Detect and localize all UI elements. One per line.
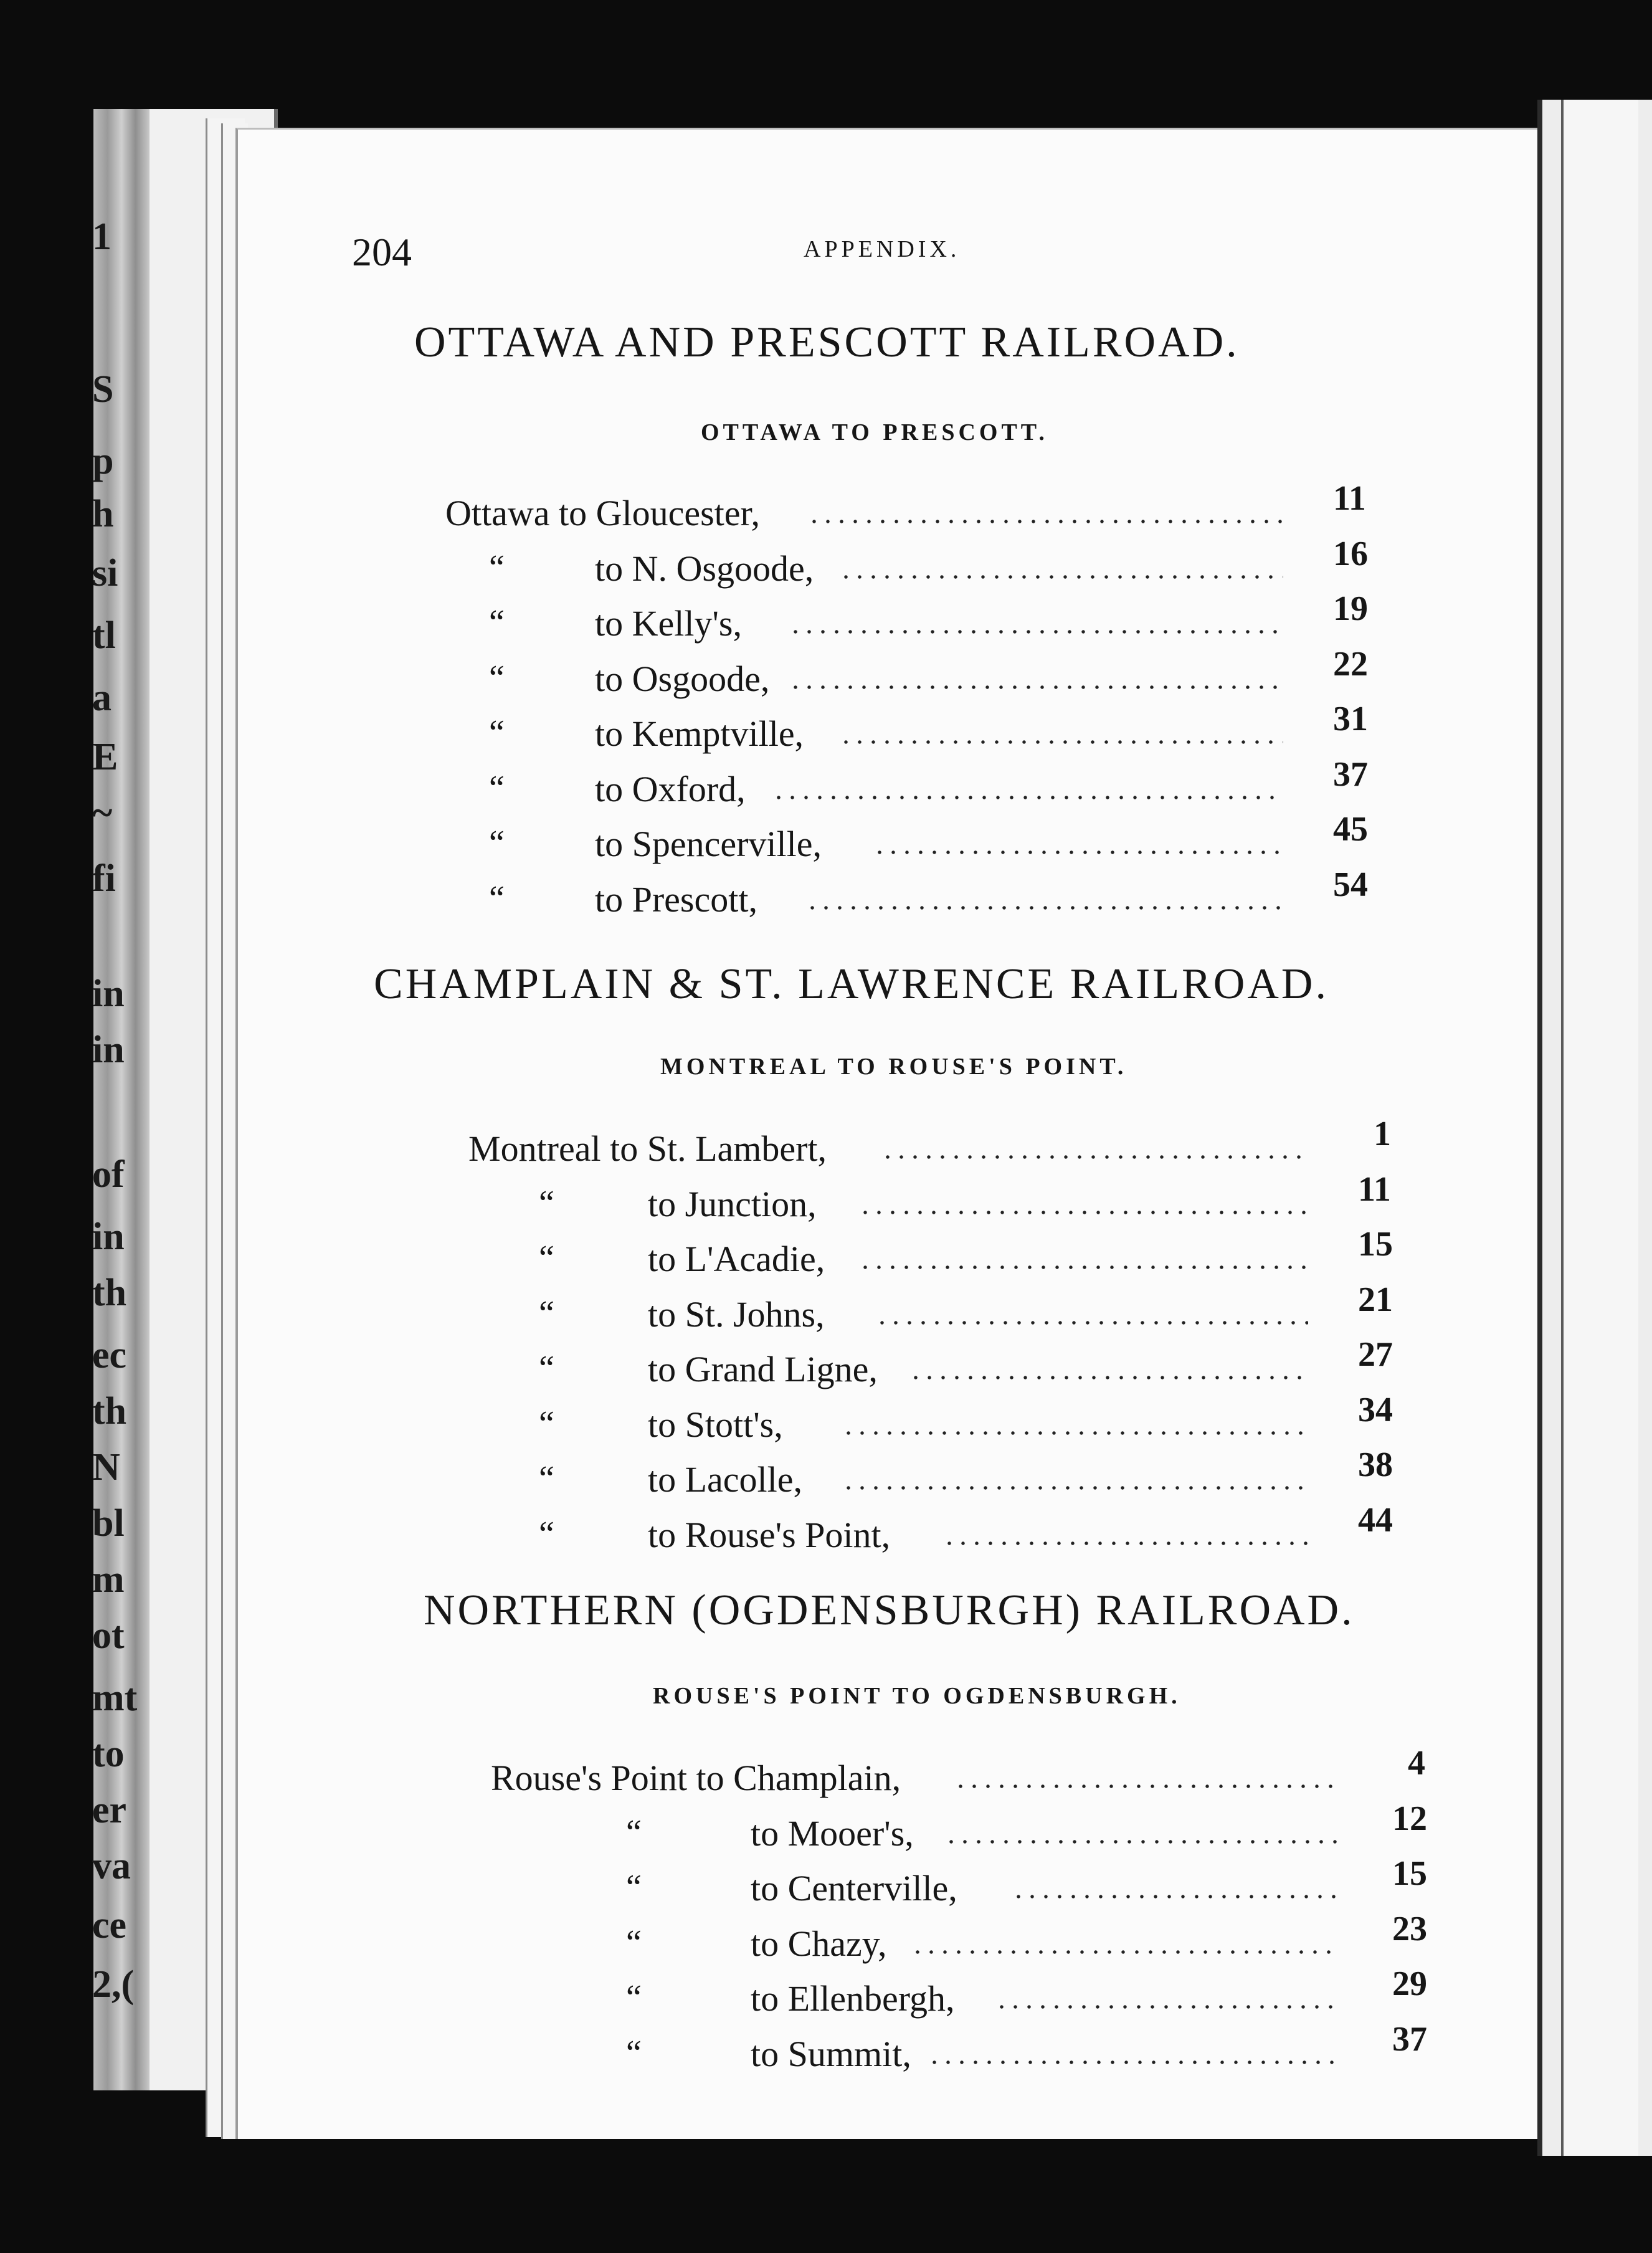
route-title: OTTAWA TO PRESCOTT. — [701, 419, 1048, 445]
station-label: to Mooer's, — [751, 1812, 914, 1854]
dot-leader — [881, 1155, 1308, 1159]
facing-page-fragment: in — [92, 973, 125, 1015]
timetable-row — [0, 700, 1652, 756]
facing-page-fragment: 1 — [92, 216, 112, 258]
station-label: to Oxford, — [595, 768, 746, 809]
facing-page-fragment: m — [92, 1558, 125, 1601]
dot-leader — [805, 906, 1283, 910]
facing-page-fragment: in — [92, 1029, 125, 1071]
dot-leader — [873, 850, 1283, 854]
railroad-title: OTTAWA AND PRESCOTT RAILROAD. — [414, 318, 1240, 366]
mileage-value: 21 — [1358, 1280, 1393, 1319]
mileage-value: 4 — [1408, 1744, 1425, 1783]
dot-leader — [954, 1784, 1339, 1788]
mileage-value: 34 — [1358, 1390, 1393, 1429]
mileage-value: 38 — [1358, 1446, 1393, 1484]
mileage-value: 16 — [1333, 534, 1368, 573]
dot-leader — [858, 1265, 1308, 1269]
timetable-row — [0, 589, 1652, 646]
mileage-value: 29 — [1392, 1965, 1427, 2003]
mileage-value: 1 — [1374, 1115, 1391, 1153]
ditto-mark: “ — [489, 658, 505, 697]
station-label: to L'Acadie, — [648, 1239, 825, 1279]
ditto-mark: “ — [539, 1459, 554, 1498]
timetable-row — [0, 1335, 1652, 1392]
dot-leader — [789, 685, 1283, 689]
ditto-mark: “ — [626, 1812, 642, 1852]
mileage-value: 22 — [1333, 644, 1368, 684]
dot-leader — [807, 520, 1283, 523]
station-label: to Junction, — [648, 1183, 817, 1224]
mileage-value: 54 — [1333, 865, 1368, 904]
facing-page-fragment: mt — [92, 1677, 138, 1719]
railroad-title: CHAMPLAIN & ST. LAWRENCE RAILROAD. — [374, 960, 1329, 1008]
facing-page-fragment: bl — [92, 1502, 125, 1545]
dot-leader — [842, 1431, 1308, 1435]
station-label: to Stott's, — [648, 1404, 783, 1445]
timetable-row — [0, 1280, 1652, 1337]
mileage-value: 45 — [1333, 810, 1368, 849]
ditto-mark: “ — [489, 824, 505, 862]
facing-page-fragment: a — [92, 677, 112, 719]
ditto-mark: “ — [539, 1349, 554, 1388]
route-title: ROUSE'S POINT TO OGDENSBURGH. — [653, 1683, 1181, 1709]
dot-leader — [928, 2060, 1339, 2064]
timetable-row — [0, 1744, 1652, 1801]
station-label: to Rouse's Point, — [648, 1514, 891, 1555]
timetable-row — [0, 2019, 1652, 2077]
mileage-value: 11 — [1333, 479, 1366, 518]
dot-leader — [995, 2005, 1339, 2009]
timetable-row — [0, 1115, 1652, 1171]
dot-leader — [909, 1376, 1308, 1379]
mileage-value: 44 — [1358, 1500, 1393, 1540]
timetable-row — [0, 479, 1652, 536]
timetable-row — [0, 1446, 1652, 1502]
ditto-mark: “ — [489, 548, 505, 587]
mileage-value: 37 — [1392, 2019, 1427, 2059]
mileage-value: 27 — [1358, 1335, 1393, 1374]
station-label: Ottawa to Gloucester, — [445, 493, 761, 533]
station-label: to Lacolle, — [648, 1459, 803, 1500]
station-label: to Grand Ligne, — [648, 1349, 878, 1389]
page-number: 204 — [352, 230, 412, 274]
mileage-value: 19 — [1333, 589, 1368, 628]
ditto-mark: “ — [626, 2033, 642, 2072]
timetable-row — [0, 755, 1652, 812]
timetable-row — [0, 644, 1652, 702]
station-label: to Prescott, — [595, 879, 757, 920]
mileage-value: 37 — [1333, 755, 1368, 794]
facing-page-fragment: S — [92, 368, 114, 411]
mileage-value: 23 — [1392, 1909, 1427, 1948]
dot-leader — [839, 575, 1283, 579]
facing-page-fragment: tl — [92, 614, 116, 657]
facing-page-fragment: p — [92, 440, 114, 482]
facing-page-fragment: ec — [92, 1334, 127, 1376]
station-label: to St. Johns, — [648, 1293, 825, 1335]
dot-leader — [858, 1211, 1308, 1214]
ditto-mark: “ — [489, 879, 505, 918]
dot-leader — [944, 1840, 1339, 1844]
ditto-mark: “ — [539, 1239, 554, 1277]
station-label: to Chazy, — [751, 1923, 887, 1964]
ditto-mark: “ — [539, 1514, 554, 1553]
station-label: Rouse's Point to Champlain, — [491, 1758, 901, 1798]
dot-leader — [839, 740, 1283, 744]
dot-leader — [1012, 1895, 1339, 1898]
station-label: to Centerville, — [751, 1868, 957, 1908]
timetable-row — [0, 1909, 1652, 1966]
station-label: to N. Osgoode, — [595, 548, 814, 589]
facing-page-fragment: ce — [92, 1904, 127, 1946]
facing-page-fragment: h — [92, 493, 114, 535]
facing-page-fragment: si — [92, 552, 118, 594]
timetable-row — [0, 534, 1652, 591]
station-label: Montreal to St. Lambert, — [468, 1128, 827, 1169]
running-title: APPENDIX. — [804, 236, 961, 262]
dot-leader — [842, 1486, 1308, 1490]
station-label: to Ellenbergh, — [751, 1978, 955, 2019]
railroad-title: NORTHERN (OGDENSBURGH) RAILROAD. — [424, 1586, 1355, 1634]
facing-page-fragment: fi — [92, 857, 116, 900]
mileage-value: 31 — [1333, 700, 1368, 738]
station-label: to Osgoode, — [595, 658, 770, 699]
mileage-value: 11 — [1358, 1169, 1391, 1209]
facing-page-fragment: of — [92, 1153, 125, 1196]
ditto-mark: “ — [626, 1868, 642, 1907]
dot-leader — [942, 1541, 1308, 1545]
facing-page-fragment: va — [92, 1845, 131, 1887]
ditto-mark: “ — [539, 1404, 554, 1443]
mileage-value: 12 — [1392, 1799, 1427, 1838]
facing-page-fragment: ot — [92, 1614, 125, 1657]
station-label: to Kelly's, — [595, 603, 742, 644]
ditto-mark: “ — [489, 603, 505, 642]
dot-leader — [789, 630, 1283, 634]
timetable-row — [0, 810, 1652, 867]
ditto-mark: “ — [489, 713, 505, 752]
dot-leader — [875, 1321, 1308, 1325]
ditto-mark: “ — [626, 1978, 642, 2017]
ditto-mark: “ — [539, 1183, 554, 1222]
facing-page-fragment: th — [92, 1272, 127, 1314]
mileage-value: 15 — [1392, 1854, 1427, 1893]
facing-page-fragment: ~ — [92, 792, 113, 834]
ditto-mark: “ — [626, 1923, 642, 1962]
facing-page-fragment: in — [92, 1216, 125, 1258]
facing-page-fragment: er — [92, 1789, 127, 1831]
facing-page-fragment: 2,( — [92, 1963, 135, 2006]
ditto-mark: “ — [539, 1293, 554, 1333]
station-label: to Spencerville, — [595, 824, 822, 864]
station-label: to Kemptville, — [595, 713, 804, 754]
facing-page-fragment: N — [92, 1446, 120, 1489]
dot-leader — [911, 1950, 1339, 1954]
facing-page-fragment: th — [92, 1390, 127, 1432]
timetable-row — [0, 1390, 1652, 1447]
timetable-row — [0, 1500, 1652, 1558]
station-label: to Summit, — [751, 2033, 911, 2074]
facing-page-fragment: to — [92, 1733, 125, 1775]
timetable-row — [0, 1799, 1652, 1856]
ditto-mark: “ — [489, 768, 505, 807]
dot-leader — [772, 796, 1283, 799]
route-title: MONTREAL TO ROUSE'S POINT. — [660, 1054, 1127, 1080]
facing-page-fragment: E — [92, 736, 118, 778]
timetable-row — [0, 1965, 1652, 2021]
mileage-value: 15 — [1358, 1225, 1393, 1264]
